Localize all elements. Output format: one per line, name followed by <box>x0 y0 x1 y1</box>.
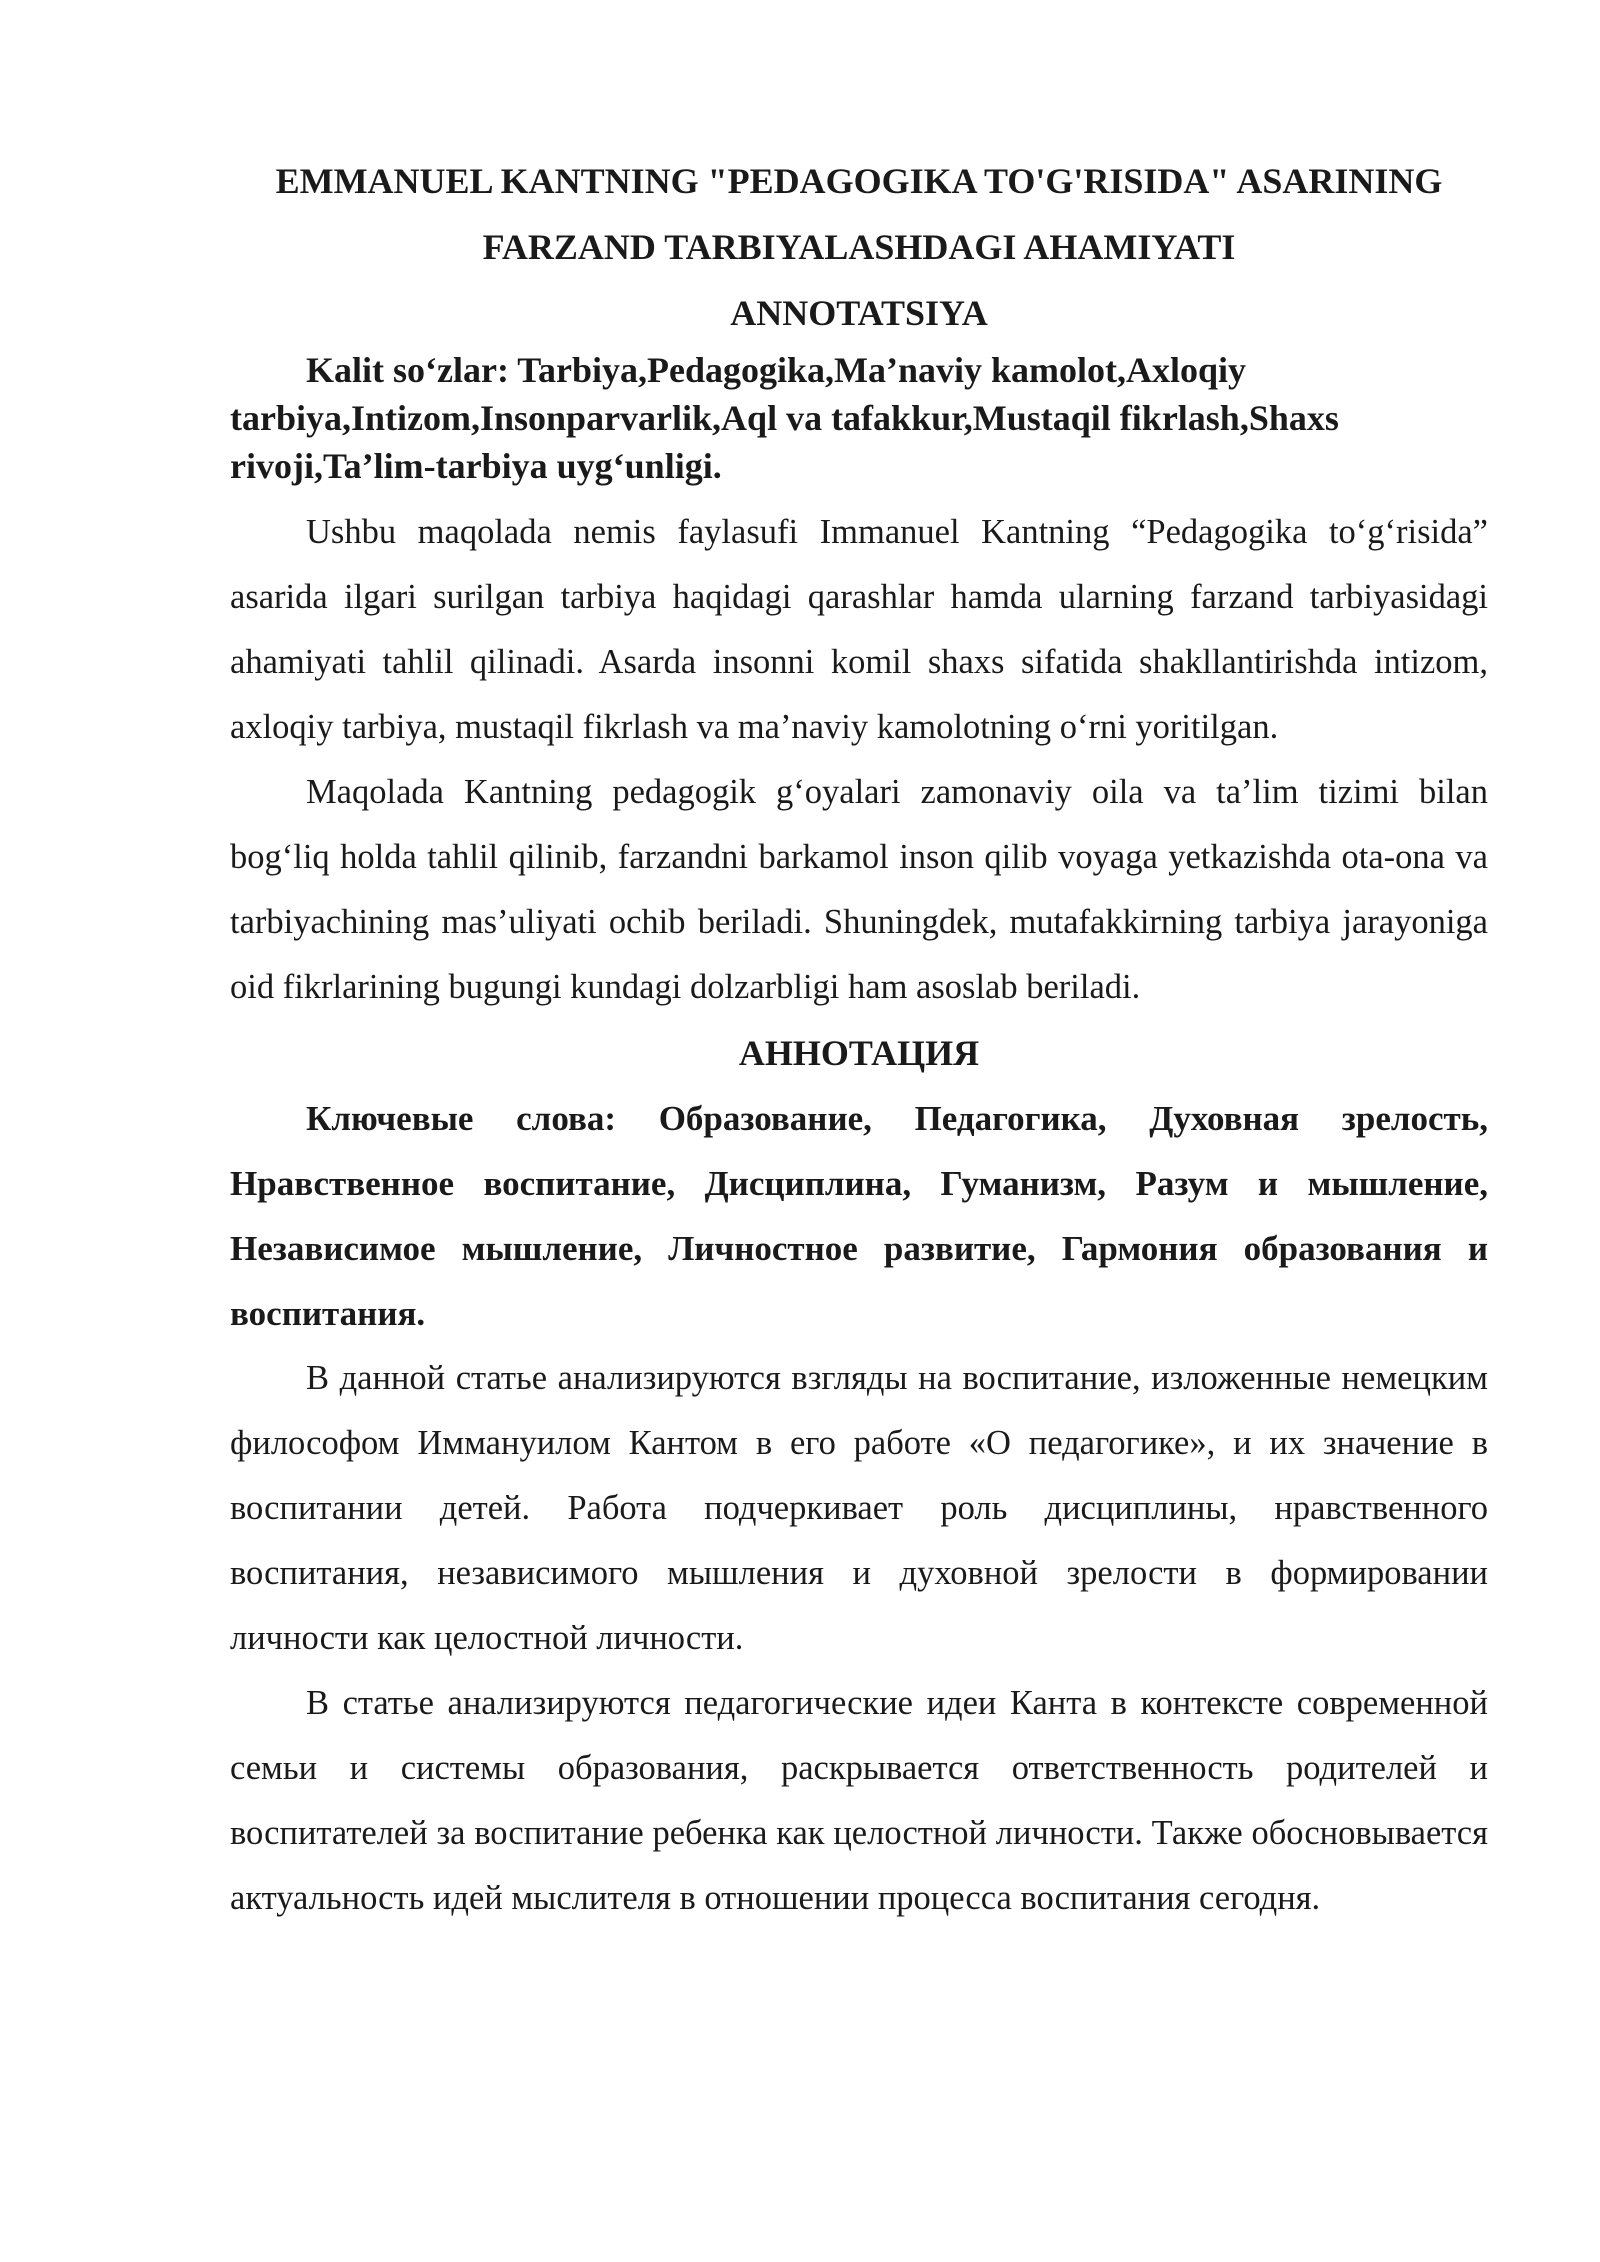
ru-abstract-paragraph-2: В статье анализируются педагогические идеи Канта в контексте современной семьи и системы образования, раскрывается ответственность родителей и воспитателей за воспитание ребенка как целостной личности. Также обосновывается актуальность идей мыслителя в отношении процесса воспитания сегодня. <box>230 1684 1488 1917</box>
ru-abstract-paragraph-1: В данной статье анализируются взгляды на воспитание, изложенные немецким философом Иммануилом Кантом в его работе «О педагогике», и их значение в воспитании детей. Работа подчеркивает роль дисциплины, нравственного воспитания, независимого мышления и духовной зрелости в формировании личности как целостной личности. <box>230 1359 1488 1657</box>
uz-abstract-paragraph-2: Maqolada Kantning pedagogik g‘oyalari zamonaviy oila va ta’lim tizimi bilan bog‘liq holda tahlil qilinib, farzandni barkamol inson qilib voyaga yetkazishda ota-ona va tarbiyachining mas’uliyati ochib beriladi. Shuningdek, mutafakkirning tarbiya jarayoniga oid fikrlarining bugungi kundagi dolzarbligi ham asoslab beriladi. <box>230 773 1488 1006</box>
uz-keywords: Kalit so‘zlar: Tarbiya,Pedagogika,Ma’naviy kamolot,Axloqiy tarbiya,Intizom,Insonparvarlik,Aql va tafakkur,Mustaqil fikrlash,Shaxs rivoji,Ta’lim-tarbiya uyg‘unligi. <box>230 350 1339 486</box>
ru-keywords: Ключевые слова: Образование, Педагогика, Духовная зрелость, Нравственное воспитание, Дисциплина, Гуманизм, Разум и мышление, Независимое мышление, Личностное развитие, Гармония образования и воспитания. <box>230 1099 1488 1333</box>
document-title-line-1: EMMANUEL KANTNING "PEDAGOGIKA TO'G'RISIDA" ASARINING <box>275 161 1443 201</box>
document-page <box>230 148 1488 1931</box>
uz-abstract-paragraph-1: Ushbu maqolada nemis faylasufi Immanuel Kantning “Pedagogika to‘g‘risida” asarida ilgari surilgan tarbiya haqidagi qarashlar hamda ularning farzand tarbiyasidagi ahamiyati tahlil qilinadi. Asarda insonni komil shaxs sifatida shakllantirishda intizom, axloqiy tarbiya, mustaqil fikrlash va ma’naviy kamolotning o‘rni yoritilgan. <box>230 513 1488 746</box>
ru-annotation-heading: АННОТАЦИЯ <box>738 1033 980 1073</box>
document-title-line-2: FARZAND TARBIYALASHDAGI AHAMIYATI <box>482 227 1236 267</box>
uz-annotation-heading: ANNOTATSIYA <box>730 293 988 333</box>
